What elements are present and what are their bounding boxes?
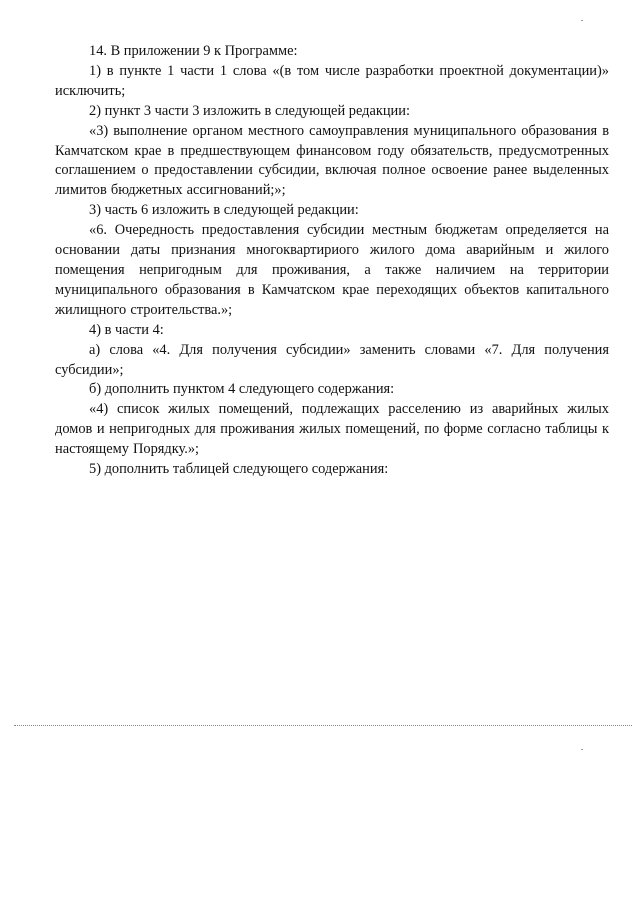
scan-speck-bottom: [581, 749, 583, 750]
paragraph-heading: 14. В приложении 9 к Программе:: [89, 43, 298, 59]
paragraph-quote-4: «4) список жилых помещений, подлежащих расселению из аварийных жилых домов и непригодных для проживания жилых помещений, по форме согласно таблицы к настоящему Порядку.»;: [55, 401, 609, 458]
paragraph-item-4a: а) слова «4. Для получения субсидии» заменить словами «7. Для получения субсидии»;: [55, 341, 609, 378]
paragraph-item-1: 1) в пункте 1 части 1 слова «(в том числе разработки проектной документации)» исключить;: [55, 62, 609, 99]
page-break-divider: [14, 725, 632, 726]
paragraph-quote-3: «3) выполнение органом местного самоуправления муниципального образования в Камчатском крае в предшествующем финансовом году обязательств, предусмотренных соглашением о предоставлении субсидии, включая полное освоение ранее выделенных лимитов бюджетных ассигнований;»;: [55, 122, 609, 199]
paragraph-item-3: 3) часть 6 изложить в следующей редакции:: [89, 202, 359, 219]
paragraph-item-4b: б) дополнить пунктом 4 следующего содержания:: [89, 381, 395, 398]
paragraph-item-4: 4) в части 4:: [89, 321, 164, 338]
document-body: [55, 42, 609, 480]
paragraph-item-2: 2) пункт 3 части 3 изложить в следующей редакции:: [89, 102, 410, 119]
scan-speck-top: [581, 20, 583, 21]
paragraph-quote-6: «6. Очередность предоставления субсидии местным бюджетам определяется на основании даты признания многоквартириого жилого дома аварийным и жилого помещения непригодным для проживания, а также наличием на территории муниципального образования в Камчатском крае переходящих объектов капитального жилищного строительства.»;: [55, 222, 609, 318]
paragraph-item-5: 5) дополнить таблицей следующего содержания:: [89, 461, 389, 478]
